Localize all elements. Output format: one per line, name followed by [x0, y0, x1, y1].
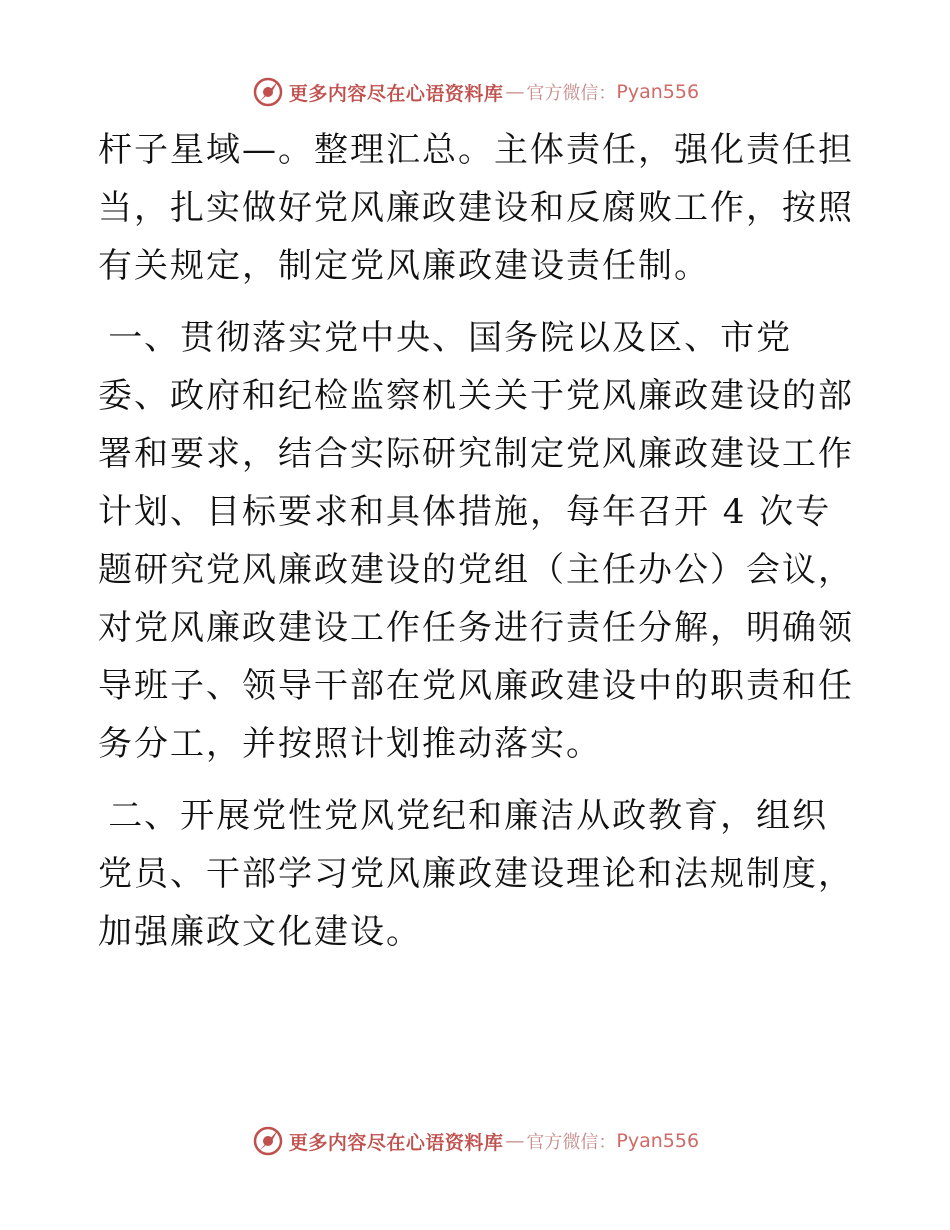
- paragraph-item-two: 二、开展党性党风党纪和廉洁从政教育，组织党员、干部学习党风廉政建设理论和法规制度，加强廉政文化建设。: [98, 796, 854, 952]
- quill-logo-icon: [251, 1124, 285, 1158]
- banner-dash: —: [505, 1130, 525, 1152]
- banner-text: 更多内容尽在心语资料库: [288, 82, 504, 105]
- header-watermark-banner: [0, 72, 950, 112]
- paragraph-intro: 杆子星域—。整理汇总。主体责任，强化责任担当，扎实做好党风廉政建设和反腐败工作，按照有关规定，制定党风廉政建设责任制。: [98, 130, 854, 286]
- document-body: [98, 121, 858, 961]
- banner-dash: —: [505, 81, 525, 103]
- banner-wechat-id: Pyan556: [616, 1130, 700, 1152]
- footer-watermark-banner: [0, 1121, 950, 1161]
- banner-wechat-id: Pyan556: [616, 81, 700, 103]
- banner-text: 更多内容尽在心语资料库: [288, 1131, 504, 1154]
- quill-logo-icon: [251, 75, 285, 109]
- banner-wechat-label: 官方微信：: [526, 83, 617, 104]
- banner-wechat-label: 官方微信：: [526, 1132, 617, 1153]
- paragraph-item-one: 一、贯彻落实党中央、国务院以及区、市党委、政府和纪检监察机关关于党风廉政建设的部署和要求，结合实际研究制定党风廉政建设工作计划、目标要求和具体措施，每年召开 4 次专题研究党风廉政建设的党组（主任办公）会议，对党风廉政建设工作任务进行责任分解，明确领导班子、领导干部在党风廉政建设中的职责和任务分工，并按照计划推动落实。: [98, 318, 854, 764]
